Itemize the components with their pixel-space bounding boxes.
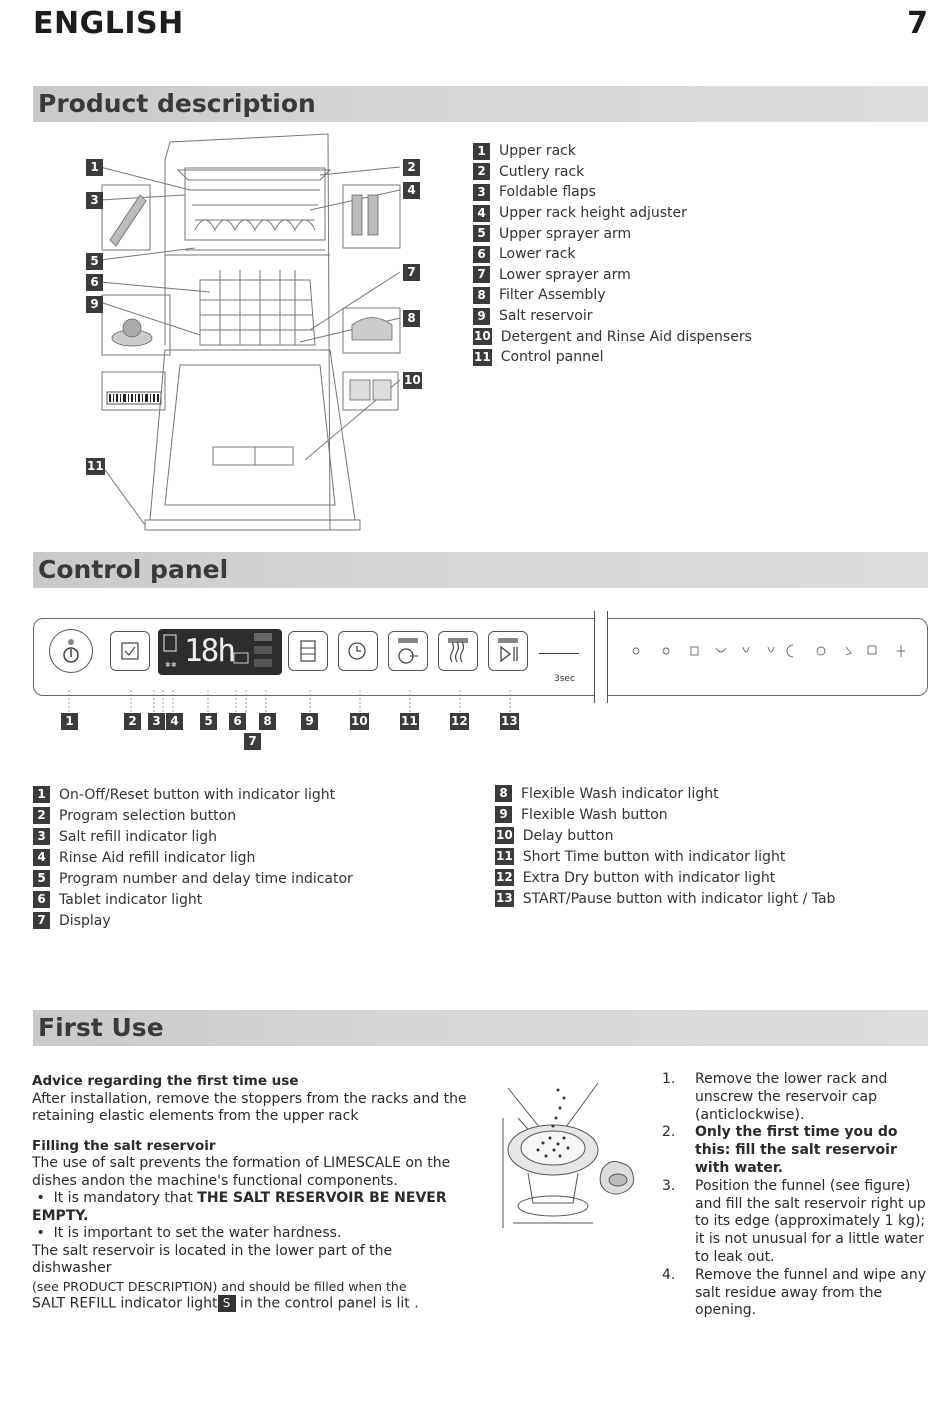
list-item: 13 START/Pause button with indicator light / Tab — [496, 890, 836, 907]
diagram-callout: 6 — [86, 274, 103, 291]
panel-callout: 5 — [200, 713, 217, 730]
hold-line — [539, 653, 579, 654]
salt-steps-list — [662, 1071, 928, 1320]
diagram-callout: 7 — [403, 264, 420, 281]
list-item: 9 Salt reservoir — [473, 306, 752, 327]
display-panel — [158, 629, 282, 675]
diagram-callout: 10 — [404, 373, 421, 387]
list-item: 6 Lower rack — [473, 244, 752, 265]
diagram-callout: 8 — [403, 310, 420, 327]
dishwasher-diagram — [80, 130, 425, 535]
panel-callout: 11 — [401, 714, 418, 728]
panel-callout: 6 — [229, 713, 246, 730]
delay-button-icon — [338, 631, 378, 671]
extra-dry-button-icon — [438, 631, 478, 671]
control-panel-drawing — [33, 618, 928, 696]
list-item: 9 Flexible Wash button — [495, 804, 835, 825]
panel-callout: 3 — [148, 713, 165, 730]
list-item: 8 Flexible Wash indicator light — [495, 783, 835, 804]
list-item: 7 Lower sprayer arm — [473, 265, 752, 286]
section-title-first-use: First Use — [38, 1013, 164, 1042]
diagram-callout: 4 — [403, 182, 420, 199]
section-band-first-use — [33, 1010, 928, 1046]
panel-callout: 4 — [166, 713, 183, 730]
list-item: 2 Program selection button — [33, 805, 353, 826]
list-item: 4 Rinse Aid refill indicator ligh — [33, 847, 353, 868]
panel-callout: 1 — [61, 713, 78, 730]
first-use-text — [32, 1073, 472, 1313]
location-line: SALT REFILL indicator light S in the control panel is lit . — [32, 1295, 419, 1312]
start-pause-button-icon — [488, 631, 528, 671]
panel-callout: 8 — [259, 713, 276, 730]
svg-text:✱✱: ✱✱ — [165, 661, 177, 669]
diagram-callout: 11 — [87, 459, 104, 473]
program-button-icon — [110, 631, 150, 671]
list-item: 10 Delay button — [496, 827, 614, 844]
salt-refill-icon: S — [218, 1295, 236, 1312]
diagram-callout: 3 — [86, 192, 103, 209]
display-digits: 18h — [184, 633, 234, 669]
hold-label: 3sec — [554, 674, 575, 684]
list-item: 3 Foldable flaps — [473, 182, 752, 203]
list-item: 8 Filter Assembly — [473, 285, 752, 306]
list-item: 11 Control pannel — [474, 349, 604, 366]
list-item: 4. Remove the funnel and wipe any salt residue away from the opening. — [662, 1266, 927, 1319]
list-item: 4 Upper rack height adjuster — [473, 203, 752, 224]
list-item: 12 Extra Dry button with indicator light — [496, 869, 776, 886]
product-parts-legend — [473, 141, 752, 368]
list-item: 7 Display — [33, 910, 353, 931]
power-button-icon — [49, 629, 93, 673]
panel-callout: 13 — [501, 714, 518, 728]
control-legend-right — [495, 783, 835, 909]
page-language: ENGLISH — [33, 6, 184, 41]
list-item: 1 Upper rack — [473, 141, 752, 162]
location-line: (see PRODUCT DESCRIPTION) and should be filled when the — [32, 1278, 407, 1294]
list-item: 1. Remove the lower rack and unscrew the reservoir cap (anticlockwise). — [662, 1071, 888, 1123]
panel-callout: 7 — [244, 733, 261, 750]
list-item: 3. Position the funnel (see figure) and fill the salt reservoir right up to its edge (approximately 1 kg); it is not unusual for a little water to leak out. — [662, 1177, 926, 1265]
list-item: 11 Short Time button with indicator light — [496, 848, 786, 865]
panel-callout: 9 — [301, 713, 318, 730]
list-item: 5 Program number and delay time indicator — [33, 868, 353, 889]
panel-callout: 2 — [124, 713, 141, 730]
salt-heading: Filling the salt reservoir — [32, 1137, 216, 1154]
program-icons-strip — [618, 631, 918, 671]
diagram-callout: 9 — [86, 296, 103, 313]
panel-callout: 12 — [451, 714, 468, 728]
control-legend-left — [33, 784, 353, 931]
panel-callout: 10 — [351, 714, 368, 728]
flexible-wash-button-icon — [288, 631, 328, 671]
list-item: 5 Upper sprayer arm — [473, 223, 752, 244]
list-item: 2. Only the first time you do this: fill the salt reservoir with water. — [662, 1124, 898, 1176]
list-item: 3 Salt refill indicator ligh — [33, 826, 353, 847]
advice-paragraph: After installation, remove the stoppers from the racks and the retaining elastic elements from the upper rack — [32, 1090, 467, 1124]
diagram-callout: 2 — [403, 159, 420, 176]
diagram-callout: 1 — [86, 159, 103, 176]
section-band-control-panel — [33, 552, 928, 588]
page-number: 7 — [907, 6, 928, 41]
list-item: 10 Detergent and Rinse Aid dispensers — [474, 328, 752, 345]
panel-break-icon — [594, 611, 608, 703]
list-item: 6 Tablet indicator light — [33, 889, 353, 910]
salt-intro: The use of salt prevents the formation of LIMESCALE on the dishes andon the machine's functional components. — [32, 1155, 451, 1189]
bullet-item: • It is important to set the water hardness. — [32, 1225, 342, 1241]
advice-heading: Advice regarding the first time use — [32, 1073, 299, 1089]
salt-funnel-illustration — [498, 1078, 643, 1228]
section-band-product-description — [33, 86, 928, 122]
bullet-item: • It is mandatory that THE SALT RESERVOIR BE NEVER EMPTY. — [32, 1190, 447, 1224]
list-item: 1 On-Off/Reset button with indicator light — [33, 784, 353, 805]
list-item: 2 Cutlery rack — [473, 162, 752, 183]
short-time-button-icon — [388, 631, 428, 671]
section-title-product-description: Product description — [38, 89, 316, 118]
section-title-control-panel: Control panel — [38, 555, 229, 584]
location-line: The salt reservoir is located in the lower part of the dishwasher — [32, 1242, 393, 1276]
diagram-callout: 5 — [86, 253, 103, 270]
